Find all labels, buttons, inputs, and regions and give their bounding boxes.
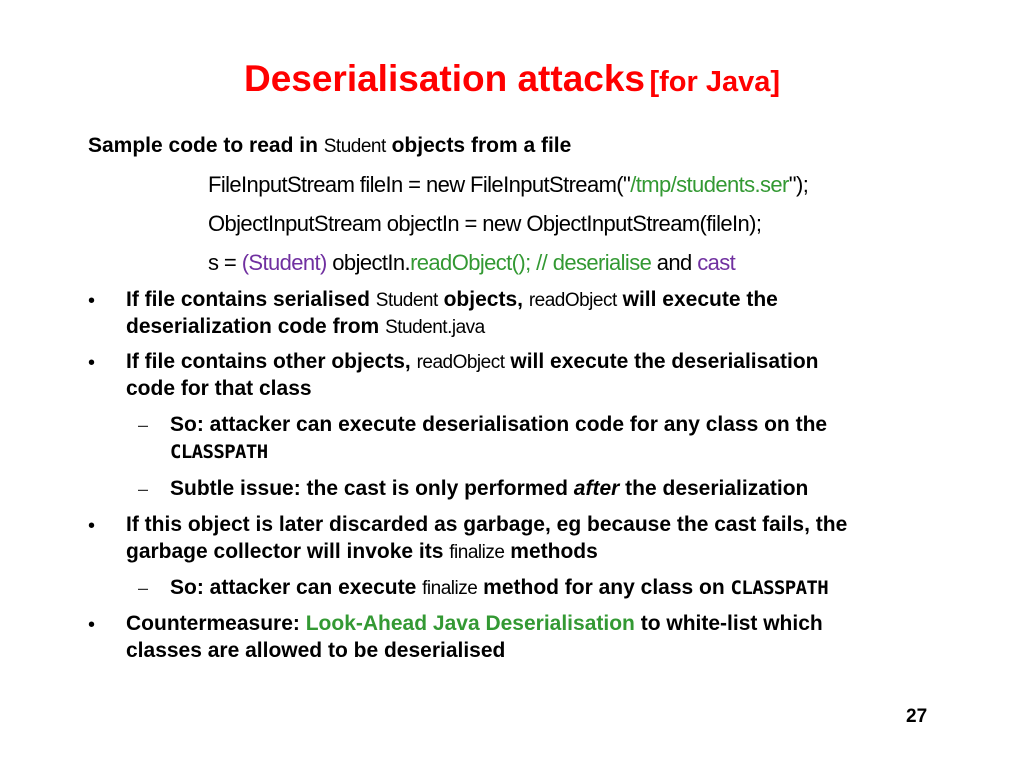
sub-2-p2: the deserialization bbox=[625, 477, 809, 500]
bullet-2-line-1 bbox=[126, 348, 818, 376]
title-main: Deserialisation attacks bbox=[243, 58, 646, 99]
code-line-2-text: ObjectInputStream objectIn = new ObjectInputStream(fileIn); bbox=[208, 211, 762, 236]
sub-3-p2: method for any class on bbox=[483, 576, 725, 599]
bullet-4-p3: classes are allowed to be deserialised bbox=[126, 639, 506, 662]
slide-title bbox=[0, 58, 1024, 100]
bullet-4-p1: Countermeasure: bbox=[126, 612, 300, 635]
sub-2-line-1 bbox=[170, 475, 808, 502]
code-line-2 bbox=[208, 209, 761, 239]
sub-3-marker: – bbox=[138, 578, 149, 598]
intro-line bbox=[88, 132, 571, 160]
code-file-path: /tmp/students.ser bbox=[630, 172, 789, 197]
sub-3-p1: So: attacker can execute bbox=[170, 576, 417, 599]
bullet-3-p1: If this object is later discarded as garbage, eg because the cast fails, the bbox=[126, 513, 848, 536]
bullet-3-marker: • bbox=[88, 515, 96, 537]
code-line-3-and: and bbox=[651, 250, 698, 275]
code-line-3-a: s = bbox=[208, 250, 242, 275]
bullet-2-p2: will execute the deserialisation bbox=[510, 350, 819, 373]
bullet-2-p1: If file contains other objects, bbox=[126, 350, 411, 373]
sub-3-classpath: CLASSPATH bbox=[730, 577, 829, 599]
bullet-1-line-1 bbox=[126, 286, 778, 314]
code-cast-word: cast bbox=[697, 250, 736, 275]
bullet-4-line-1 bbox=[126, 610, 823, 637]
bullet-2-line-2 bbox=[126, 375, 312, 402]
sub-3-line-1 bbox=[170, 574, 828, 602]
sub-1-classpath: CLASSPATH bbox=[170, 441, 268, 463]
code-line-1 bbox=[208, 170, 808, 200]
bullet-1-code-2: readObject bbox=[528, 290, 617, 311]
sub-2-p1: Subtle issue: the cast is only performed bbox=[170, 477, 568, 500]
sub-1-marker: – bbox=[138, 415, 149, 435]
sub-1-p1: So: attacker can execute deserialisation code for any class on the bbox=[170, 413, 828, 436]
code-cast-expr: (Student) bbox=[241, 250, 327, 275]
bullet-4-highlight: Look-Ahead Java Deserialisation bbox=[305, 612, 635, 635]
sub-1-line-2 bbox=[170, 438, 268, 466]
sub-2-marker: – bbox=[138, 479, 149, 499]
sub-3-code-1: finalize bbox=[422, 578, 478, 599]
code-read-call: readObject(); // deserialise bbox=[410, 250, 652, 275]
sub-2-emphasis: after bbox=[573, 477, 620, 500]
code-line-1-b: "); bbox=[788, 172, 809, 197]
intro-tail: objects from a file bbox=[391, 134, 572, 157]
bullet-1-line-2 bbox=[126, 313, 485, 341]
bullet-4-line-2 bbox=[126, 637, 505, 664]
bullet-4-marker: • bbox=[88, 614, 96, 636]
code-line-1-a: FileInputStream fileIn = new FileInputStream(" bbox=[208, 172, 631, 197]
bullet-2-code-1: readObject bbox=[416, 352, 505, 373]
bullet-3-p3: methods bbox=[510, 540, 598, 563]
bullet-3-line-1 bbox=[126, 511, 847, 538]
page-number: 27 bbox=[906, 706, 928, 727]
bullet-1-p3: will execute the bbox=[622, 288, 778, 311]
bullet-2-p3: code for that class bbox=[126, 377, 312, 400]
bullet-1-code-1: Student bbox=[375, 290, 438, 311]
intro-lead: Sample code to read in bbox=[88, 134, 318, 157]
code-line-3 bbox=[208, 248, 735, 278]
bullet-1-p4: deserialization code from bbox=[126, 315, 380, 338]
bullet-3-line-2 bbox=[126, 538, 598, 566]
title-sub: [for Java] bbox=[649, 66, 781, 98]
intro-class-name: Student bbox=[323, 136, 386, 157]
bullet-1-code-3: Student.java bbox=[385, 317, 485, 338]
bullet-2-marker: • bbox=[88, 352, 96, 374]
sub-1-line-1 bbox=[170, 411, 827, 438]
bullet-3-p2: garbage collector will invoke its bbox=[126, 540, 444, 563]
bullet-1-marker: • bbox=[88, 290, 96, 312]
bullet-1-p2: objects, bbox=[443, 288, 523, 311]
bullet-1-p1: If file contains serialised bbox=[126, 288, 370, 311]
bullet-4-p2: to white-list which bbox=[640, 612, 823, 635]
code-line-3-b: objectIn. bbox=[326, 250, 411, 275]
bullet-3-code-1: finalize bbox=[449, 542, 505, 563]
